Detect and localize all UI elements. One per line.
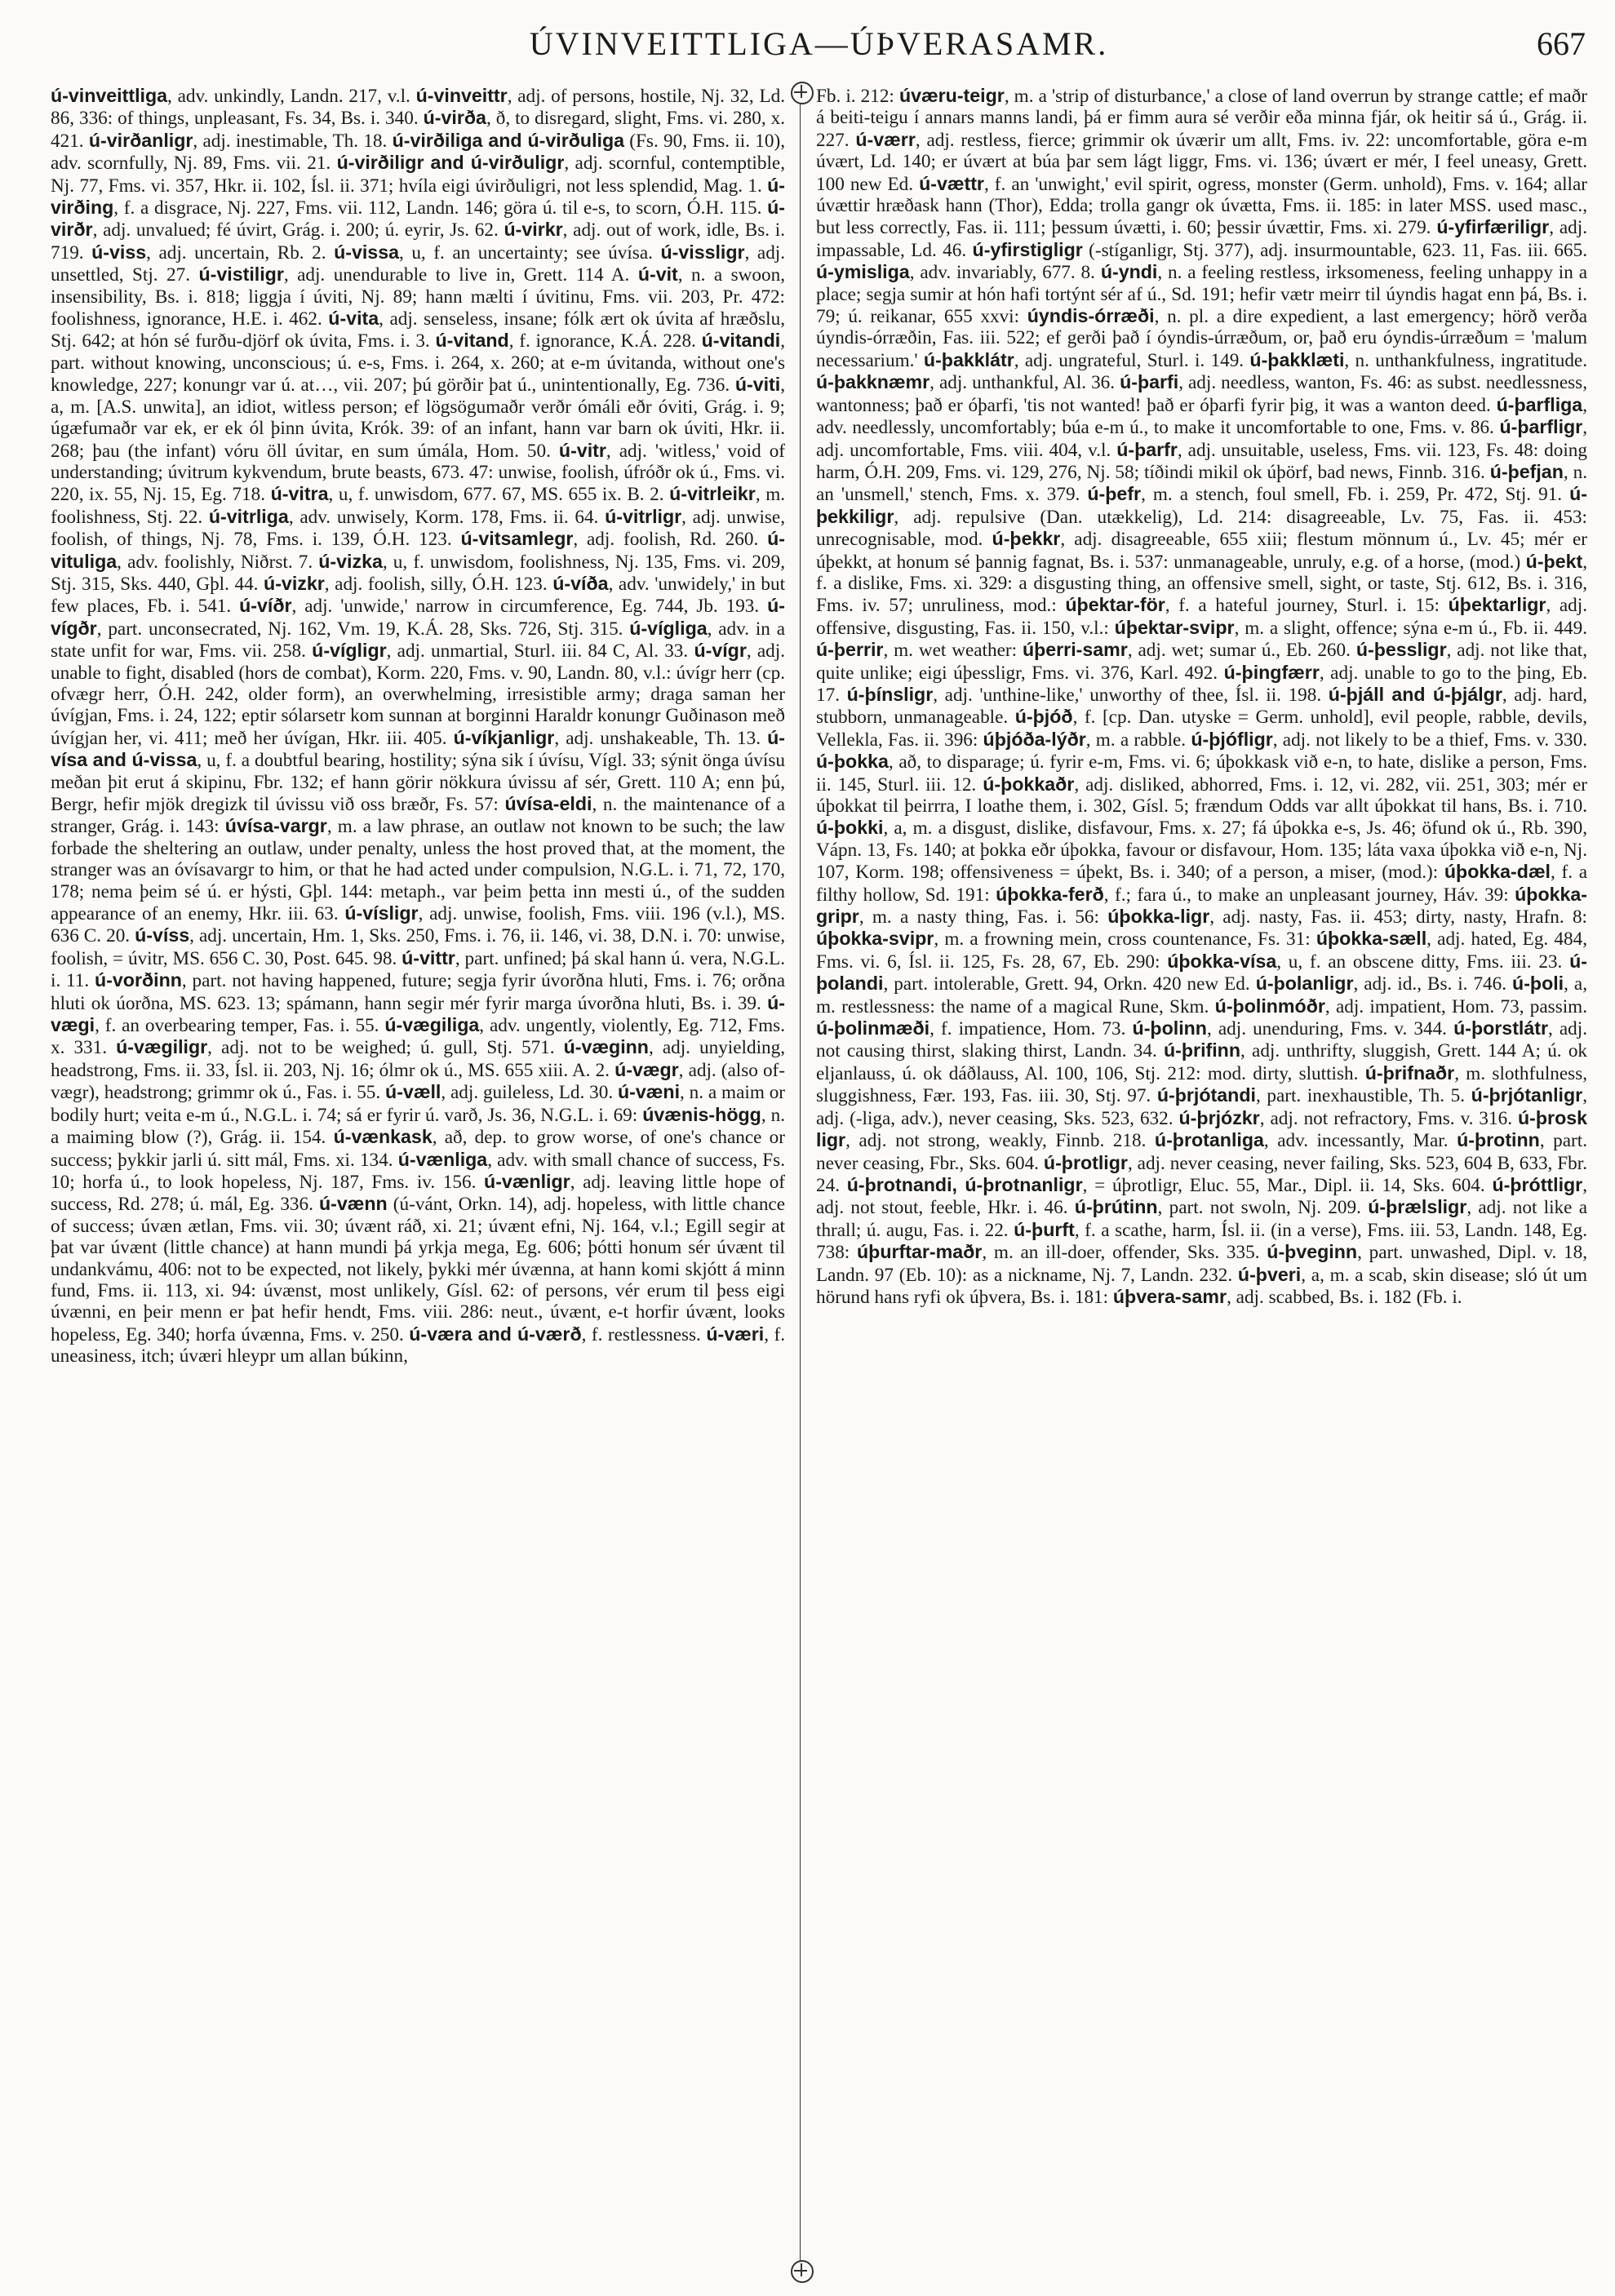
entry-headword: ú-vitand [435,330,509,352]
entry-headword: ú-þróttligr [1492,1173,1583,1195]
dictionary-entry [816,262,1095,283]
entry-definition: , f. ignorance, K.Á. 228. [508,330,696,352]
entry-definition: , adj. not stout, feeble, Hkr. i. 46. [816,1174,1587,1219]
entry-headword: úþokka-dæl [1444,861,1551,883]
entry-definition: , adj. unenduring, Fms. v. 344. [1206,1018,1447,1040]
entry-definition: , u, f. a doubtful bearing, hostility; sýna sik í úvísu, Vígl. 33; sýnit önga úvísu meðan þit erut á skipinu, Fbr. 132; ef hann görir nökkura úvissu af sér, Grett. 110 A; enn þú, Bergr, hefir mjök dregizk til úvissu við oss bræðr, Fs. 57: [51,750,785,815]
entry-definition: (ú-vánt, Orkn. 14), adj. hopeless, with little chance of success; úvæn ætlan, Fms. vii. 30; úvænt ráð, xi. 21; úvænt efni, Nj. 164, v.l.; Egill segir at þat var úvænt (little chance) at hann mundi þá yrkja mega, Eg. 606; þótti honum sér úvænt til undankvámu, 406: not to be expected, not likely, þykki mér úvænna, at hann komi skjótt á minn fund, Fms. ii. 113, xi. 94: úvænst, most unlikely, Gísl. 62: of persons, vér erum til þess eigi úvænni, en þeir menn er þat hefir hendt, Fms. viii. 286: neut., úvænt, e-t horfir úvænt, looks hopeless, Eg. 340; horfa úvænna, Fms. v. 250. [51,1194,785,1345]
entry-headword: ú-yfirstigligr [972,238,1083,260]
entry-headword: úyndis-órræði [1027,305,1155,327]
entry-definition: , part. unconsecrated, Nj. 162, Vm. 19, K.Á. 28, Sks. 726, Stj. 315. [96,618,623,640]
entry-definition: , part. inexhaustible, Th. 5. [1255,1085,1466,1107]
entry-definition: , adj. (also of-vægr), headstrong; grimmr ok ú., Fas. i. 55. [51,1059,785,1104]
entry-definition: , f. a scathe, harm, Ísl. ii. (in a verse), Fms. iii. 53, Landn. 148, Eg. 738: [816,1219,1587,1264]
dictionary-entry [239,596,759,617]
entry-headword: ú-þrjótanligr [1471,1084,1583,1106]
entry-headword: ú-vissa [334,241,399,263]
entry-headword: ú-þínsligr [846,683,934,705]
entry-definition: , m. a law phrase, an outlaw not known to be such; the law forbade the sheltering an outlaw, under penalty, unless the host proved that, at the moment, the stranger was an óvísavargr to him, or that he had acted under compulsion, N.G.L. i. 71, 72, 170, 178; nema þeim sé ú. er hýsti, Gþl. 144: metaph., var þeim þetta inn mesti ú., of the sudden appearance of an enemy, Hkr. iii. 63. [51,816,785,925]
entry-headword: úværu-teigr [898,85,1005,106]
entry-definition: , a, m. a scab, skin disease; sló út um hörund hans ryfi ok úþvera, Bs. i. 181: [816,1264,1587,1308]
entry-definition: , adv. 'unwidely,' in but few places, Fb. i. 541. [51,573,785,618]
entry-definition: , a, m. restlessness: the name of a magical Rune, Skm. [816,973,1587,1017]
entry-headword: úvænis-högg [642,1103,761,1125]
entry-definition: , part. unwashed, Dipl. v. 18, Landn. 97 (Eb. 10): as a nickname, Nj. 7, Landn. 232. [816,1242,1587,1286]
entry-definition: , n. pl. a dire expedient, a last emergency; hörð verða úyndis-órræðin, Fas. iii. 522; ef gerði það í óyndis-úrræðum, or, það eru óyndis-úrræðum = 'malum necessarium.' [816,306,1587,371]
entry-definition: , adj. scabbed, Bs. i. 182 (Fb. i. [1227,1286,1462,1308]
entry-headword: ú-þakklæti [1249,348,1345,370]
entry-headword: ú-þefr [1087,483,1142,505]
entry-definition: , adj. not like that, quite unlike; eigi úþessligr, Fms. vi. 376, Karl. 492. [816,640,1587,684]
entry-headword: ú-þakknæmr [816,371,930,393]
entry-definition: , adj. unwise, foolish, of things, Nj. 78, Fms. i. 139, Ó.H. 123. [51,506,785,551]
entry-headword: ú-víða [552,572,609,594]
entry-headword: ú-þerrir [816,639,884,661]
column-divider [800,90,801,2276]
dictionary-entry [816,1018,1125,1039]
entry-headword: ú-vænliga [397,1148,488,1170]
entry-headword: ú-þoli [1512,973,1564,995]
entry-definition: , adj. senseless, insane; fólk ært ok úvita af hræðslu, Stj. 642; at hón sé furðu-djörf ok úvita, Fms. i. 3. [51,308,785,352]
dictionary-entry [1087,484,1562,505]
entry-headword: ú-vægiliga [384,1014,480,1036]
entry-definition: , adv. with small chance of success, Fs. 10; horfa ú., to look hopeless, Nj. 187, Fms. iv. 156. [51,1149,785,1193]
entry-definition: , adj. unsettled, Stj. 27. [51,242,785,286]
entry-headword: ú-væri [706,1323,765,1345]
dictionary-entry [1133,1018,1447,1039]
entry-headword: ú-þrjózkr [1178,1106,1260,1128]
entry-definition: , n. the maintenance of a stranger, Grág. i. 143: [51,794,785,838]
entry-definition: , adj. id., Bs. i. 746. [1353,973,1507,995]
entry-headword: ú-þjóð [1014,706,1073,728]
entry-headword: ú-þrjótandi [1156,1084,1256,1106]
entry-definition: , f. a disgrace, Nj. 227, Fms. vii. 112, Landn. 146; göra ú. til e-s, to scorn, Ó.H. 115. [113,197,762,219]
entry-definition: , n. a feeling restless, irksomeness, feeling unhappy in a place; segja sumir at hón hafi tortýnt sér af ú., Sd. 191; hefir vætr meirr til úyndis hagat enn þá, Bs. i. 79; ú. reikanar, 655 xxvi: [816,262,1587,328]
dictionary-entry [1113,1287,1462,1308]
entry-headword: ú-vorðinn [95,969,182,991]
entry-headword: ú-þokki [816,817,884,839]
entry-headword: úþektar-svipr [1114,616,1235,638]
entry-headword: ú-þekt [1525,550,1583,572]
dictionary-entry [271,484,664,505]
entry-headword: ú-þefjan [1489,460,1564,482]
entry-headword: ú-virðiliga and ú-virðuliga [392,129,625,151]
left-column [51,85,785,2280]
entry-definition: , m. slothfulness, sluggishness, Fær. 193, Fas. iii. 30, Stj. 97. [816,1062,1587,1107]
entry-definition: , m. a stench, foul smell, Fb. i. 259, Pr. 472, Stj. 91. [1141,484,1563,506]
entry-headword: ú-vígligr [312,640,387,662]
entry-headword: ú-vægiligr [116,1036,208,1058]
entry-definition: , u, f. an obscene ditty, Fms. iii. 23. [1276,951,1563,973]
entry-headword: úþektar-för [1065,594,1165,616]
entry-definition: , adj. not refractory, Fms. v. 316. [1259,1107,1513,1129]
entry-headword: ú-vita [328,308,379,330]
entry-definition: , ð, to disregard, slight, Fms. vi. 280, x. 421. [51,108,785,152]
entry-headword: ú-víss [135,924,190,946]
entry-headword: ú-væra and ú-værð [409,1323,582,1345]
entry-definition: , adv. invariably, 677. 8. [909,262,1095,284]
entry-definition: , adj. unmartial, Sturl. iii. 84 C, Al. 33. [386,640,689,663]
entry-definition: , n. a swoon, insensibility, Bs. i. 818; liggja í úviti, Nj. 89; hann mælti í úvitinu, Fms. vii. 203, Pr. 472: foolishness, ignorance, H.E. i. 462. [51,264,785,330]
entry-definition: , adj. not strong, weakly, Finnb. 218. [845,1130,1147,1152]
entry-headword: ú-vísa and ú-vissa [51,726,785,771]
dictionary-entry [1179,1108,1513,1129]
entry-headword: ú-þekkr [992,528,1061,550]
entry-definition: , f. an 'unwight,' evil spirit, ogress, monster (Germ. unhold), Fms. v. 164; allar úvættir hræðask hann (Thor), Edda; trolla gangr ok úvætta, Fms. ii. 185: in later MSS. used masc., but less correctly, Fas. ii. 111; þessum úvætti, i. 60; þessir úvættir, Fms. xi. 279. [816,173,1587,239]
entry-definition: , adj. out of work, idle, Bs. i. 719. [51,219,785,264]
entry-headword: ú-virðanligr [88,129,193,151]
entry-headword: ú-þjófligr [1191,728,1273,750]
entry-definition: , adj. disliked, abhorred, Fms. i. 12, vi. 282, vii. 251, 303; mér er úþokkat til þeirrra, I loathe them, i. 302, Gísl. 5; frændum Odds var allt úþokkat til hans, Bs. i. 710. [816,773,1587,817]
entry-headword: ú-væginn [563,1036,649,1058]
dictionary-entry [51,86,410,107]
dictionary-entry [1023,640,1351,661]
dictionary-entry [1075,1197,1361,1218]
entry-definition: , adj. unvalued; fé úvirt, Grág. i. 200; ú. eyrir, Js. 62. [92,219,499,242]
entry-headword: ú-þrotanliga [1154,1129,1264,1151]
entry-headword: ú-þrotligr [1043,1151,1128,1173]
entry-definition: , f. restlessness. [581,1323,701,1345]
entry-definition: , adv. needlessly, uncomfortably; búa e-m ú., to make it uncomfortable to one, Fms. v. 86. [816,394,1587,439]
entry-definition: , f. a filthy hollow, Sd. 191: [816,862,1587,906]
entry-headword: ú-viss [91,241,147,263]
entry-headword: ú-vituliga [51,528,785,572]
entry-definition: , u, f. an uncertainty; see úvísa. [399,242,653,264]
entry-headword: ú-þakklátr [923,348,1014,370]
entry-headword: ú-þokka [816,751,889,773]
entry-headword: ú-vættr [919,172,984,194]
entry-definition: , m. a frowning mein, cross countenance, Fs. 31: [934,929,1311,951]
entry-definition: , a, m. a disgust, dislike, disfavour, Fms. x. 27; fá úþokka e-s, Js. 46; öfund ok ú., Rb. 390, Vápn. 13, Fs. 140; at þokka eðr úþokka, favour or disfavour, Hom. 135; láta vaxa úþokka við e-n, Nj. 107, Korm. 198; offensiveness = úþekt, Bs. i. 340; of a person, a miser, (mod.): [816,818,1587,884]
entry-headword: úþokka-sæll [1316,928,1427,950]
entry-headword: ú-virðing [51,174,785,219]
entry-definition: , adj. impassable, Ld. 46. [816,217,1587,261]
entry-definition: , adj. 'unwide,' narrow in circumference, Eg. 744, Jb. 193. [291,596,760,618]
dictionary-entry [461,529,759,550]
dictionary-entry [409,1324,701,1345]
dictionary-entry [264,574,548,595]
entry-headword: ú-vænligr [484,1170,570,1192]
entry-headword: ú-þorstlátr [1453,1017,1548,1039]
entry-definition: , adj. unthrifty, sluggish, Grett. 144 A; ú. ok eljanlauss, ú. ok dáðlauss, Al. 100, 106, Stj. 212: mod. dirty, sluttish. [816,1040,1587,1084]
entry-headword: úþjóða-lýðr [983,728,1086,750]
entry-definition: , adj. foolish, silly, Ó.H. 123. [324,573,548,595]
entry-headword: ú-víkjanligr [453,726,555,748]
entry-headword: ú-viti [734,374,781,396]
entry-definition: , a, m. [A.S. unwita], an idiot, witless person; ef lögsögumaðr verðr ómáli eðr óviti, Grág. i. 9; úgæfumaðr var ek, er ek ól þinn úvita, Krók. 39: of an infant, hann var barn ok úviti, Hkr. ii. 268; þau (the infant) vóru öll úvitar, en sum úmála, Hom. 50. [51,375,785,462]
entry-headword: ú-þarfr [1116,438,1178,460]
entry-headword: ú-vitsamlegr [460,528,574,550]
dictionary-entry [89,131,387,152]
entry-definition: , part. without knowing, unconscious; ú. e-s, Fms. i. 264, x. 260; at e-m úvitanda, without one's knowledge, 227; konungr var ú. at…, vii. 207; þú görðir þat ú., unintentionally, Eg. 736. [51,330,785,397]
entry-headword: ú-vittr [402,946,455,968]
entry-definition: , adv. ungently, violently, Eg. 712, Fms. x. 331. [51,1015,785,1059]
entry-headword: ú-þarfligr [1499,416,1583,438]
entry-definition: , part. not swoln, Nj. 209. [1157,1197,1361,1219]
entry-definition: , adj. unsuitable, useless, Fms. vii. 123, Fs. 48: doing harm, Ó.H. 209, Fms. vi. 129, 276, Nj. 58; tíðindi mikil ok úþörf, bad news, Finnb. 316. [816,439,1587,483]
dictionary-entry [816,640,1017,661]
column-ornament-icon [791,2260,814,2283]
entry-definition: , adj. foolish, Rd. 260. [573,529,759,551]
entry-headword: ú-vígðr [51,595,785,639]
dictionary-entry [454,728,761,749]
entry-definition: , adj. unwise, foolish, Fms. viii. 196 (v.l.), MS. 636 C. 20. [51,903,785,947]
entry-headword: ú-vit [637,264,678,286]
dictionary-entry [385,1082,613,1103]
entry-definition: , f.; fara ú., to make an unpleasant journey, Háv. 39: [1103,884,1509,906]
dictionary-entry [1065,595,1440,616]
entry-headword: ú-virkr [504,219,563,241]
entry-headword: úþokka-vísa [1167,950,1277,972]
entry-headword: ú-þolinn [1132,1017,1207,1039]
entry-definition: , adj. ungrateful, Sturl. i. 149. [1014,349,1245,371]
entry-headword: ú-vitr [558,439,606,461]
entry-definition: , m. an ill-doer, offender, Sks. 335. [982,1242,1260,1264]
entry-definition: , adj. guileless, Ld. 30. [441,1082,614,1104]
entry-headword: ú-yndi [1100,261,1158,283]
entry-definition: , adj. unthankful, Al. 36. [930,372,1116,394]
entry-headword: úþokka-gripr [816,883,1587,928]
entry-headword: ú-þolinmæði [816,1017,930,1039]
entry-headword: ú-vitandi [701,330,781,352]
entry-definition: , adv. in a state unfit for war, Fms. vii. 258. [51,618,785,663]
dictionary-entry [116,1037,554,1058]
entry-headword: ú-þekkiligr [816,483,1587,527]
entry-headword: ú-vænn [318,1193,388,1215]
entry-definition: , adj. unendurable to live in, Grett. 114 A. [283,264,630,286]
entry-definition: , = úþrotligr, Eluc. 55, Mar., Dipl. ii. 14, Sks. 604. [1082,1174,1485,1196]
dictionary-entry [847,1175,1485,1196]
entry-headword: ú-værr [855,128,916,150]
entry-definition: , n. unthankfulness, ingratitude. [1344,349,1587,371]
entry-headword: ú-vitra [270,483,329,505]
entry-definition: , að, dep. to grow worse, of one's chance or success; þykkir jarli ú. sitt mál, Fms. xi. 134. [51,1127,785,1171]
entry-headword: ú-þolanligr [1255,973,1354,995]
dictionary-entry [816,929,1311,950]
dictionary-entry [198,264,629,286]
dictionary-entry [1249,350,1587,371]
entry-definition: , adj. impatient, Hom. 73, passim. [1324,995,1587,1017]
entry-headword: ú-þrifinn [1164,1039,1241,1062]
dictionary-entry [1167,951,1562,973]
entry-definition: , adj. scornful, contemptible, Nj. 77, Fms. vi. 357, Hkr. ii. 102, Ísl. ii. 371; hvíla eigi úvirðuligri, not less splendid, Mag. 1. [51,153,785,197]
entry-definition: , f. impatience, Hom. 73. [930,1018,1126,1040]
entry-headword: ú-víðr [239,595,292,617]
entry-headword: úþurftar-maðr [857,1241,983,1263]
running-title: ÚVINVEITTLIGA—ÚÞVERASAMR. [529,25,1109,62]
entry-definition: , adj. unyielding, headstrong, Fms. ii. 33, Ísl. ii. 203, Nj. 16; ólmr ok ú., MS. 655 xiii. A. 2. [51,1037,785,1081]
dictionary-entry [1115,618,1587,639]
entry-definition: , n. a maim or bodily hurt; veita e-m ú., N.G.L. i. 74; sá er fyrir ú. varð, Js. 36, N.G.L. i. 69: [51,1082,785,1126]
entry-headword: ú-vægr [614,1058,679,1080]
entry-definition: , m. a slight, offence; sýna e-m ú., Fb. ii. 449. [1234,617,1587,639]
entry-definition: Fb. i. 212: [816,86,894,107]
dictionary-entry [816,372,1115,393]
entry-definition: , adj. nasty, Fas. ii. 453; dirty, nasty, Hrafn. 8: [1209,906,1587,929]
entry-definition: , f. [cp. Dan. utyske = Germ. unhold], evil people, rabble, devils, Vellekla, Fas. ii. 396: [816,707,1587,751]
entry-definition: , u, f. unwisdom, 677. 67, MS. 655 ix. B. 2. [328,484,664,506]
dictionary-entry [436,330,696,352]
entry-headword: ú-virða [423,107,486,129]
entry-definition: , m. foolishness, Stj. 22. [51,484,785,528]
entry-headword: ú-vægi [51,991,785,1036]
entry-definition: , f. an overbearing temper, Fas. i. 55. [95,1015,379,1037]
right-column [816,85,1587,2280]
entry-headword: úþokka-ligr [1107,906,1210,928]
entry-headword: ú-ymisliga [816,261,910,283]
entry-headword: úvísa-eldi [504,793,592,814]
entry-definition: , f. a hateful journey, Sturl. i. 15: [1165,595,1440,617]
dictionary-entry [857,1242,1259,1263]
entry-definition: , adv. unkindly, Landn. 217, v.l. [167,86,410,107]
entry-definition: , adj. disagreeable, 655 xiii; flestum mönnum ú., Lv. 45; mér er úþekkt, at honum sé þannig fagnat, Bs. i. 537: unmanageable, unruly, e.g. of a horse, (mod.) [816,529,1587,573]
entry-headword: ú-yfirfæriligr [1436,216,1550,238]
entry-headword: ú-vitrliga [208,505,289,527]
entry-headword: ú-vissligr [660,241,745,263]
entry-headword: úþektarligr [1448,594,1546,616]
dictionary-entry [312,640,688,662]
entry-headword: ú-þingfærr [1223,661,1320,683]
page-number: 667 [1537,25,1586,62]
entry-definition: , m. wet weather: [883,640,1018,662]
entry-definition: , adj. never ceasing, never failing, Sks. 523, 604 B, 633, Fbr. 24. [816,1152,1587,1196]
entry-definition: (-stíganligr, Stj. 377), adj. insurmountable, 623. 11, Fas. iii. 665. [1082,239,1587,261]
entry-definition: , adj. uncomfortable, Fms. viii. 404, v.l. [816,417,1587,461]
entry-definition: , part. unfined; þá skal hann ú. vera, N.G.L. i. 11. [51,947,785,992]
entry-headword: ú-virðr [51,197,785,241]
entry-headword: ú-þrútinn [1074,1196,1158,1218]
dictionary-entry [334,242,653,264]
entry-definition: , adj. 'witless,' void of understanding; úvitrum kykvendum, brute beasts, 673. 47: unwise, foolish, úfróðr ok ú., Fms. vi. 220, ix. 55, Nj. 15, Eg. 718. [51,440,785,506]
entry-headword: ú-þarfi [1120,371,1179,393]
entry-definition: , adj. needless, wanton, Fs. 46: as subst. needlessness, wantonness; það er óþarfi, 'tis not wanted! það er óþarfi fyrir þig, it was a wanton deed. [816,372,1587,416]
entry-headword: ú-vistiligr [198,264,284,286]
entry-definition: , adj. 'unthine-like,' unworthy of thee, Ísl. ii. 198. [933,684,1322,706]
page-header [52,18,1586,75]
entry-definition: (Fs. 90, Fms. ii. 10), adv. scornfully, Nj. 89, Fms. vii. 21. [51,130,785,175]
entry-definition: , u, f. unwisdom, foolishness, Nj. 135, Fms. vi. 209, Stj. 315, Sks. 440, Gþl. 44. [51,551,785,595]
dictionary-entry [209,507,598,528]
entry-definition: , adj. leaving little hope of success, Rd. 278; ú. mál, Eg. 336. [51,1171,785,1216]
entry-definition: , adj. not like a thrall; ú. augu, Fas. i. 22. [816,1197,1587,1241]
entry-headword: ú-vitrleikr [669,483,756,505]
entry-definition: , adj. not likely to be a thief, Fms. v. 330. [1272,729,1587,751]
dictionary-entry [996,884,1509,906]
entry-definition: , m. a nasty thing, Fas. i. 56: [859,906,1099,929]
entry-headword: ú-vinveittr [415,85,508,106]
entry-definition: , adj. offensive, disgusting, Fas. ii. 150, v.l.: [816,595,1587,639]
entry-headword: ú-þessligr [1355,639,1447,661]
entry-headword: ú-þokkaðr [983,773,1075,795]
entry-headword: ú-þrotnandi, ú-þrotnanligr [846,1173,1083,1195]
entry-definition: , adj. repulsive (Dan. utækkelig), Ld. 214: disagreeable, Lv. 75, Fas. ii. 453: unrecognisable, mod. [816,506,1587,551]
entry-headword: ú-vísligr [344,902,419,924]
entry-headword: ú-þolinmóðr [1214,995,1325,1017]
entry-definition: , adj. of persons, hostile, Nj. 32, Ld. 86, 336: of things, unpleasant, Fs. 34, Bs. i. 340. [51,86,785,130]
entry-headword: ú-þurft [1014,1218,1075,1240]
dictionary-entry [1107,906,1587,928]
entry-definition: , part. intolerable, Grett. 94, Orkn. 420 new Ed. [883,973,1250,995]
entry-definition: , adj. inestimable, Th. 18. [193,130,388,152]
entry-definition: , part. not having happened, future; segja fyrir úvorðna hluti, Fms. i. 76; orðna hluti ok úorðna, MS. 623. 13; spámann, hann segir mér fyrir marga úvorðna hluti, Bs. i. 39. [51,970,785,1014]
entry-headword: úþvera-samr [1112,1285,1227,1307]
dictionary-entry [924,350,1244,371]
entry-definition: , adj. uncertain, Hm. 1, Sks. 250, Fms. i. 76, ii. 146, vi. 38, D.N. i. 70: unwise, foolish, = úvitr, MS. 656 C. 30, Post. 645. 98. [51,925,785,969]
entry-definition: , adj. not causing thirst, slaking thirst, Landn. 34. [816,1018,1587,1062]
entry-headword: ú-þrotinn [1457,1129,1540,1151]
entry-definition: , adj. unable to fight, disabled (hors de combat), Korm. 220, Fms. v. 90, Landn. 80, v.l.: úvígr herr (cp. ofvægr herr, Ó.H. 242, older form), an overwhelming, irresistible army; draga saman her úvígjan, Fms. i. 24, 122; eptir sólarsetr kom sunnan at borginni Haraldr konungr Guðinason með úvígjan her, vi. 411; með her úvígan, Hkr. iii. 405. [51,640,785,749]
dictionary-entry [973,240,1587,261]
entry-definition: , adj. (-liga, adv.), never ceasing, Sks. 523, 632. [816,1085,1587,1129]
entry-headword: ú-vinveittliga [51,85,168,106]
dictionary-entry [847,685,1322,706]
entry-definition: , adj. restless, fierce; grimmir ok úværir um allt, Fms. iv. 22: uncomfortable, göra e-m úvært, Ld. 140; er úvært at búa þar sem lágt liggr, Fms. vi. 136; úvært er mér, I feel uneasy, Grett. 100 new Ed. [816,129,1587,195]
entry-definition: , adj. unable to go to the þing, Eb. 17. [816,662,1587,706]
entry-definition: , adj. wet; sumar ú., Eb. 260. [1127,640,1351,662]
entry-definition: , n. a maiming blow (?), Grág. ii. 154. [51,1104,785,1149]
entry-definition: , adj. uncertain, Rb. 2. [146,242,326,264]
entry-headword: úvísa-vargr [224,815,327,837]
column-ornament-icon [791,82,814,104]
entry-definition: , adj. hated, Eg. 484, Fms. vi. 6, Ísl. ii. 125, Fs. 28, 67, Eb. 290: [816,929,1587,973]
entry-headword: úþerri-samr [1022,639,1128,661]
entry-headword: ú-þjáll and ú-þjálgr [1328,683,1502,705]
dictionary-entry [1157,1085,1465,1106]
entry-headword: ú-vitrligr [605,505,682,527]
entry-definition: , að, to disparage; ú. fyrir e-m, Fms. vi. 6; úþokkask við e-n, to hate, dislike a person, Fms. ii. 145, Sturl. iii. 12. [816,751,1587,796]
entry-headword: ú-þrosk ligr [816,1106,1587,1151]
entry-headword: ú-þveri [1237,1263,1302,1285]
dictionary-entry [983,729,1187,751]
entry-definition: , adj. hard, stubborn, unmanageable. [816,684,1587,729]
entry-headword: ú-þolandi [816,950,1587,995]
entry-headword: ú-þrifnaðr [1364,1062,1455,1084]
entry-headword: ú-virðiligr and ú-virðuligr [336,152,565,174]
entry-headword: ú-vænkask [333,1126,433,1148]
entry-definition: , m. a 'strip of disturbance,' a close of land overrun by strange cattle; ef maðr á beiti-teigu í annars manns landi, þá er fimm aura sé verðir eða minna fjár, ok heitir sá ú., Grág. ii. 227. [816,86,1587,151]
entry-definition: , n. an 'unsmell,' stench, Fms. x. 379. [816,461,1587,506]
entry-definition: , adv. incessantly, Mar. [1263,1130,1449,1152]
entry-definition: , f. uneasiness, itch; úværi hleypr um allan búkinn, [51,1323,785,1367]
entry-definition: , adj. not to be weighed; ú. gull, Stj. 571. [207,1037,555,1059]
entry-headword: úþokka-svipr [816,928,934,950]
dictionary-entry [1191,729,1587,751]
entry-headword: ú-vizkr [264,572,325,594]
entry-headword: úþokka-ferð [996,883,1104,905]
entry-headword: ú-vígr [694,640,747,662]
dictionary-entry [91,242,326,264]
entry-headword: ú-væni [618,1081,681,1103]
dictionary-entry [51,970,785,1013]
entry-headword: ú-væll [385,1081,441,1103]
dictionary-entry [1155,1130,1449,1151]
entry-headword: ú-þveginn [1267,1241,1358,1263]
entry-headword: ú-vígliga [629,617,708,639]
entry-definition: , part. never ceasing, Fbr., Sks. 604. [816,1130,1587,1174]
entry-definition: , adv. foolishly, Niðrst. 7. [117,551,313,573]
entry-definition: , adj. unshakeable, Th. 13. [554,727,761,749]
entry-definition: , adv. unwisely, Korm. 178, Fms. ii. 64. [288,506,599,528]
dictionary-entry [1256,973,1506,995]
dictionary-entry [1215,996,1587,1017]
entry-headword: ú-þarfliga [1496,393,1583,415]
dictionary-entry [816,86,894,107]
entry-headword: ú-vizka [318,550,383,572]
entry-definition: , f. a dislike, Fms. xi. 329: a disgusting thing, an offensive smell, sight, or taste, Stj. 612, Bs. i. 316, Fms. iv. 57; unruliness, mod.: [816,551,1587,617]
entry-definition: , m. a rabble. [1085,729,1187,751]
entry-headword: ú-þrælsligr [1368,1196,1467,1218]
